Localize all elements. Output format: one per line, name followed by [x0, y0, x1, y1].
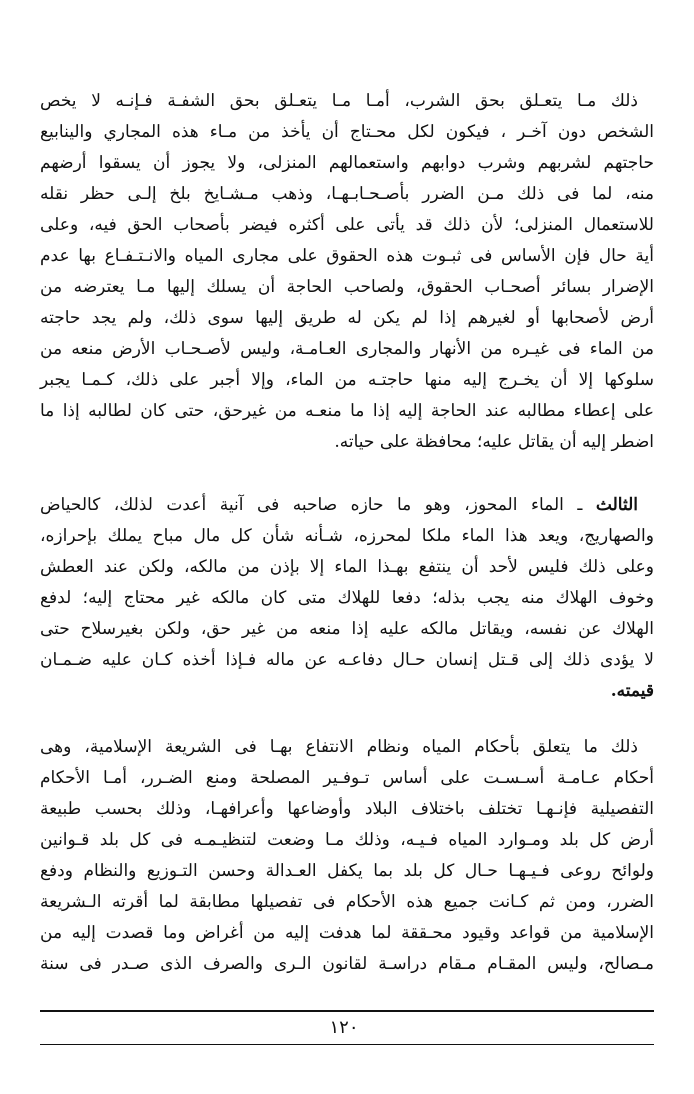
paragraph-line: لا يؤدى ذلك إلى قـتل إنسان حـال دفاعـه عن ماله فـإذا أخذه كـان عليه ضـمـان	[40, 650, 654, 670]
paragraph-line: قيمته.	[610, 681, 654, 701]
paragraph-line: على إعطاء مطالبه عند الحاجة إليه إذا ما منعـه من غيرحق، حتى كان لطالبه إذا ما	[40, 401, 654, 421]
paragraph-line: منه، لما فى ذلك مـن الضرر بأصـحـابـهـا، وذهب مـشـايخ بلخ إلـى حظر نقله	[40, 184, 654, 204]
paragraph-line: الإضرار بسائر أصحـاب الحقوق، ولصاحب الحاجة أن يسلك إليها مـا يعترضه من	[40, 277, 654, 297]
paragraph-line: الهلاك عن نفسه، ويقاتل مالكه عليه إذا منعه من غير حق، ولكن بغيرسلاح حتى	[40, 619, 654, 639]
paragraph-line: أرض كل بلد ومـوارد المياه فـيـه، وذلك مـا وضعت لتنظيـمـه فى كل بلد قـوانين	[40, 830, 654, 850]
paragraph-line: التفصيلية فإنـهـا تختلف باختلاف البلاد وأوضاعها وأعرافهـا، وذلك بحسب طبيعة	[40, 799, 654, 819]
paragraph-line: سلوكها إلا أن يخـرج إليه منها حاجتـه من الماء، وإلا أجبر على ذلك، كـمـا يجبر	[40, 370, 654, 390]
paragraph-line: والصهاريج، ويعد هذا الماء ملكا لمحرزه، شـأنه شأن كل مال مباح يملك بإحرازه،	[40, 526, 654, 546]
paragraph-line: ذلك ما يتعلق بأحكام المياه ونظام الانتفاع بهـا فى الشريعة الإسلامية، وهى	[40, 737, 638, 757]
paragraph-line: وعلى ذلك فليس لأحد أن ينتفع بهـذا الماء إلا بإذن من مالكه، ولكن عند العطش	[40, 557, 654, 577]
paragraph-line: وخوف الهلاك منه يجب بذله؛ دفعا للهلاك متى كان مالكه غير محتاج إليه؛ لدفع	[40, 588, 654, 608]
paragraph-line: من الماء فى غيـره من الأنهار والمجارى العـامـة، وليس لأصـحـاب الأرض منعه من	[40, 339, 654, 359]
paragraph-line: الشخص دون آخـر ، فيكون لكل محـتاج أن يأخذ من مـاء هذه المجاري والينابيع	[40, 122, 654, 142]
paragraph-line: أرض لأصحابها أو لغيرهم إذا لم يكن له طريق إليها سوى ذلك، ولم يجد حاجته	[40, 308, 654, 328]
paragraph-line: للاستعمال المنزلى؛ لأن ذلك قد يأتى على أكثره فيضر بأصحاب الحق فيه، وعلى	[40, 215, 654, 235]
paragraph-line: ـ الماء المحوز، وهو ما حازه صاحبه فى آنية أعدت لذلك، كالحياض	[40, 495, 583, 515]
paragraph-line: الضرر، ومن ثم كـانت جميع هذه الأحكام فى تفصيلها مطابقة لما أقرته الـشريعة	[40, 892, 654, 912]
footer-rule-bottom	[40, 1044, 654, 1045]
page-number: ١٢٠	[329, 1017, 359, 1038]
paragraph-line: اضطر إليه أن يقاتل عليه؛ محافظة على حياته.	[334, 432, 654, 452]
book-page	[40, 0, 654, 1094]
paragraph-line: أحكام عـامـة أسـسـت على أساس تـوفـير المصلحة ومنع الضـرر، أمـا الأحكام	[40, 768, 654, 788]
paragraph-line: مـصالح، وليس المقـام مـقام دراسـة لقانون الـرى والصرف الذى صـدر فى سنة	[40, 954, 654, 974]
paragraph-line: أية حال فإن الأساس فى ثبـوت هذه الحقوق على مجارى المياه والانـتـفـاع بها عدم	[40, 246, 654, 266]
paragraph-line: حاجتهم لشربهم وشرب دوابهم واستعمالهم المنزلى، ولا يجوز أن يسقوا أرضهم	[40, 153, 655, 173]
section-heading-third: الثالث	[595, 495, 638, 515]
paragraph-first-line	[40, 490, 638, 521]
footer-rule-top	[40, 1010, 654, 1012]
paragraph-line: ذلك مـا يتعـلق بحق الشرب، أمـا مـا يتعـلق بحق الشفـة فـإنـه لا يخص	[40, 91, 638, 111]
paragraph-line: الإسلامية من قواعد وقيود محـققة لما هدفت إليه من أغراض وما قصدت إليه من	[40, 923, 654, 943]
paragraph-line: ولوائح روعى فـيـهـا حـال كل بلد بما يكفل العـدالة وحسن التـوزيع والنظام ودفع	[40, 861, 654, 881]
